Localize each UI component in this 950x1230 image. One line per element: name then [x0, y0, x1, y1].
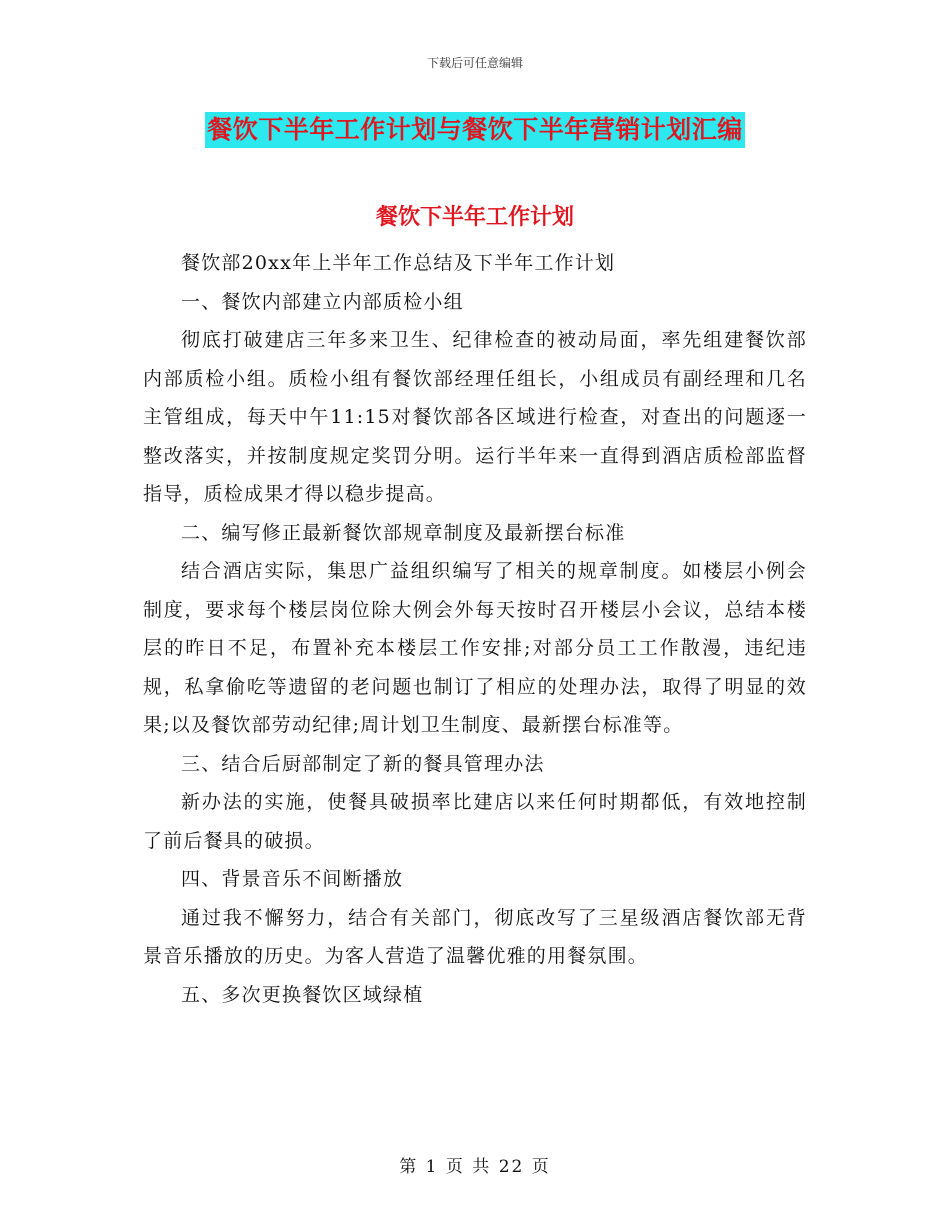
paragraph-item-3: 新办法的实施，使餐具破损率比建店以来任何时期都低，有效地控制了前后餐具的破损。	[143, 791, 807, 852]
document-body	[143, 244, 807, 1014]
heading-item-2: 二、编写修正最新餐饮部规章制度及最新摆台标准	[181, 521, 626, 544]
header-note: 下载后可任意编辑	[426, 56, 523, 70]
section-title: 餐饮下半年工作计划	[375, 204, 574, 230]
paragraph-item-4: 通过我不懈努力，结合有关部门，彻底改写了三星级酒店餐饮部无背景音乐播放的历史。为客人营造了温馨优雅的用餐氛围。	[143, 906, 807, 967]
paragraph-item-2: 结合酒店实际，集思广益组织编写了相关的规章制度。如楼层小例会制度，要求每个楼层岗位除大例会外每天按时召开楼层小会议，总结本楼层的昨日不足，布置补充本楼层工作安排;对部分员工工作散漫，违纪违规，私拿偷吃等遗留的老问题也制订了相应的处理办法，取得了明显的效果;以及餐饮部劳动纪律;周计划卫生制度、最新摆台标准等。	[143, 560, 807, 736]
heading-item-1: 一、餐饮内部建立内部质检小组	[181, 290, 464, 313]
main-title-wrap	[0, 112, 950, 148]
heading-item-3: 三、结合后厨部制定了新的餐具管理办法	[181, 752, 545, 775]
heading-item-4: 四、背景音乐不间断播放	[181, 868, 404, 890]
paragraph-item-1: 彻底打破建店三年多来卫生、纪律检查的被动局面，率先组建餐饮部内部质检小组。质检小组有餐饮部经理任组长，小组成员有副经理和几名主管组成，每天中午11:15对餐饮部各区域进行检查，对查出的问题逐一整改落实，并按制度规定奖罚分明。运行半年来一直得到酒店质检部监督指导，质检成果才得以稳步提高。	[143, 329, 807, 505]
page-footer: 第 1 页 共 22 页	[399, 1157, 551, 1177]
heading-item-5: 五、多次更换餐饮区域绿植	[181, 983, 424, 1006]
document-main-title: 餐饮下半年工作计划与餐饮下半年营销计划汇编	[205, 112, 745, 148]
paragraph-intro: 餐饮部20xx年上半年工作总结及下半年工作计划	[181, 252, 616, 274]
